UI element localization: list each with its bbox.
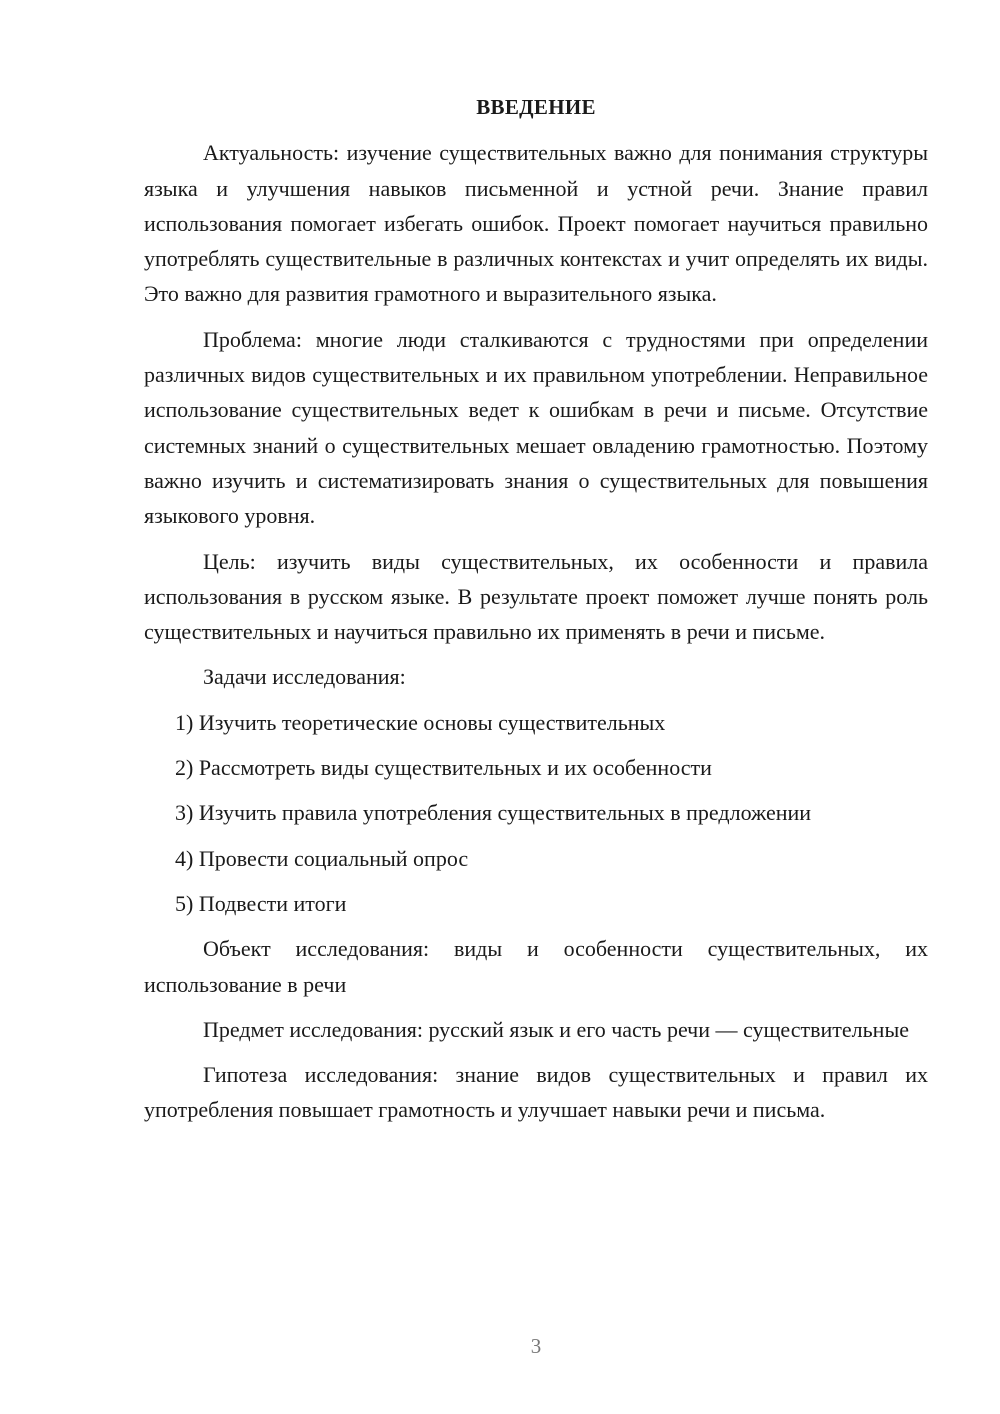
list-item: 1) Изучить теоретические основы существительных (175, 709, 666, 735)
tasks-label: Задачи исследования: (203, 664, 406, 690)
page-title: ВВЕДЕНИЕ (476, 95, 596, 119)
list-item: 2) Рассмотреть виды существительных и их особенности (175, 755, 712, 781)
tasks-list (144, 705, 928, 921)
list-item: 5) Подвести итоги (175, 890, 347, 916)
document-page (144, 90, 928, 1138)
subject-paragraph: Предмет исследования: русский язык и его часть речи — существительные (203, 1016, 909, 1042)
problem-paragraph: Проблема: многие люди сталкиваются с трудностями при определении различных видов существительных и их правильном употреблении. Неправильное использование существительных ведет к ошибкам в речи и письме. Отсутствие системных знаний о существительных мешает овладению грамотностью. Поэтому важно изучить и систематизировать знания о существительных для повышения языкового уровня. (144, 326, 928, 529)
list-item: 4) Провести социальный опрос (175, 845, 469, 871)
page-number: 3 (530, 1334, 542, 1358)
goal-paragraph: Цель: изучить виды существительных, их особенности и правила использования в русском языке. В результате проект поможет лучше понять роль существительных и научиться правильно их применять в речи и письме. (144, 548, 928, 645)
object-paragraph: Объект исследования: виды и особенности существительных, их использование в речи (144, 936, 928, 997)
relevance-paragraph: Актуальность: изучение существительных важно для понимания структуры языка и улучшения навыков письменной и устной речи. Знание правил использования помогает избегать ошибок. Проект помогает научиться правильно употреблять существительные в различных контекстах и учит определять их виды. Это важно для развития грамотного и выразительного языка. (144, 140, 928, 307)
list-item: 3) Изучить правила употребления существительных в предложении (175, 800, 812, 826)
hypothesis-paragraph: Гипотеза исследования: знание видов существительных и правил их употребления повышает грамотность и улучшает навыки речи и письма. (144, 1062, 928, 1123)
